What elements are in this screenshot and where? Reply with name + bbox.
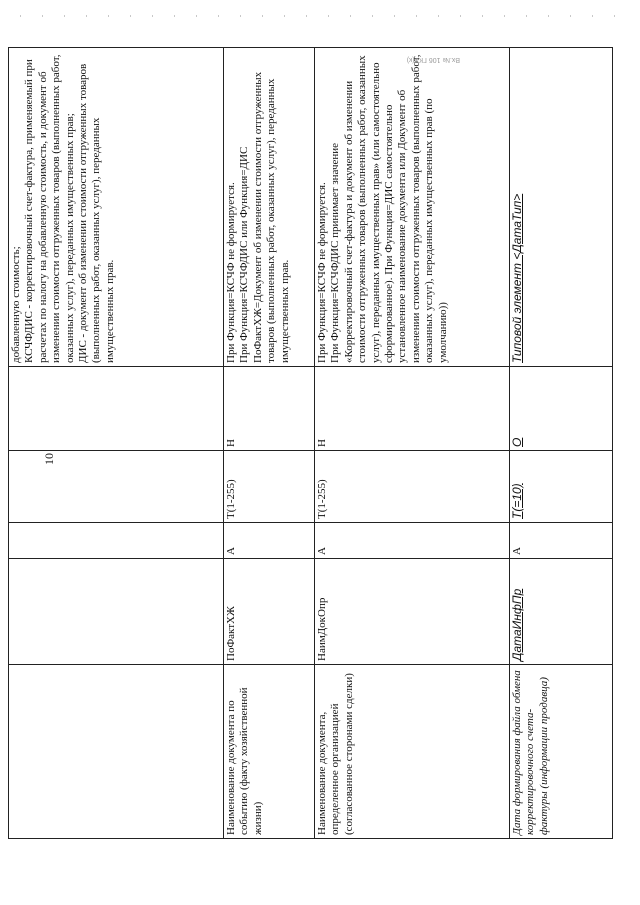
- cell-name: Наименование документа, определенное организацией (согласованное сторонами сделки): [315, 665, 510, 839]
- cell-format: [9, 451, 224, 523]
- cell-format: T(=10): [510, 451, 613, 523]
- cell-notes: Типовой элемент <ДатаТип>: [510, 48, 613, 367]
- cell-name: Дата формирования файла обмена корректировочного счета-фактуры (информации продавца): [510, 665, 613, 839]
- cell-tag: НаимДокОпр: [315, 559, 510, 665]
- cell-category: А: [315, 523, 510, 559]
- cell-required: О: [510, 367, 613, 451]
- note-line: При Функция=КСЧФДИС или Функция=ДИС ПоФактХЖ=Документ об изменении стоимости отгруженных товаров (выполненных работ, оказанных услуг), переданных имущественных прав.: [238, 71, 291, 363]
- note-line: ДИС - документ об изменении стоимости отгруженных товаров (выполненных работ, оказанных услуг), переданных имущественных прав.: [77, 63, 116, 363]
- margin-stamp: Вх.№ 106 ГКУ(к): [406, 56, 460, 63]
- cell-category: А: [510, 523, 613, 559]
- note-line: добавленную стоимость;: [10, 246, 22, 363]
- cell-tag: ПоФактХЖ: [224, 559, 315, 665]
- cell-name: Наименование документа по событию (факту хозяйственной жизни): [224, 665, 315, 839]
- note-line: При Функция=КСЧФ не формируется.: [316, 182, 328, 363]
- cell-tag: [9, 559, 224, 665]
- table-row: [9, 48, 224, 839]
- table-row: [224, 48, 315, 839]
- cell-notes: [224, 48, 315, 367]
- table-row: [315, 48, 510, 839]
- scan-edge-marks: [20, 15, 620, 17]
- cell-category: А: [224, 523, 315, 559]
- note-line: При Функция=КСЧФ не формируется.: [225, 182, 237, 363]
- note-line: При Функция=КСЧФДИС принимает значение «Корректировочный счет-фактура и документ об изменении стоимости отгруженных товаров (выполненных работ, оказанных услуг), переданных имущественных прав» (или самостоятельно сформированное). При Функция=ДИС самостоятельно установленное наименование документа или Документ об изменении стоимости отгруженных товаров (выполненных работ, оказанных услуг), переданных имущественных прав (по умолчанию)): [329, 54, 449, 363]
- cell-name: [9, 665, 224, 839]
- note-line: КСЧФДИС - корректировочный счет-фактура, применяемый при расчетах по налогу на добавленную стоимость, и документ об изменении стоимости отгруженных товаров (выполненных работ, оказанных услуг), переданных имущественных прав;: [23, 54, 76, 363]
- page-number: 10: [42, 453, 56, 465]
- requirements-table: [8, 47, 613, 839]
- cell-required: [9, 367, 224, 451]
- cell-notes: [315, 48, 510, 367]
- cell-format: T(1-255): [315, 451, 510, 523]
- cell-required: Н: [224, 367, 315, 451]
- table-row: [510, 48, 613, 839]
- cell-required: Н: [315, 367, 510, 451]
- cell-tag: ДатаИнфПр: [510, 559, 613, 665]
- cell-category: [9, 523, 224, 559]
- cell-format: T(1-255): [224, 451, 315, 523]
- cell-notes: [9, 48, 224, 367]
